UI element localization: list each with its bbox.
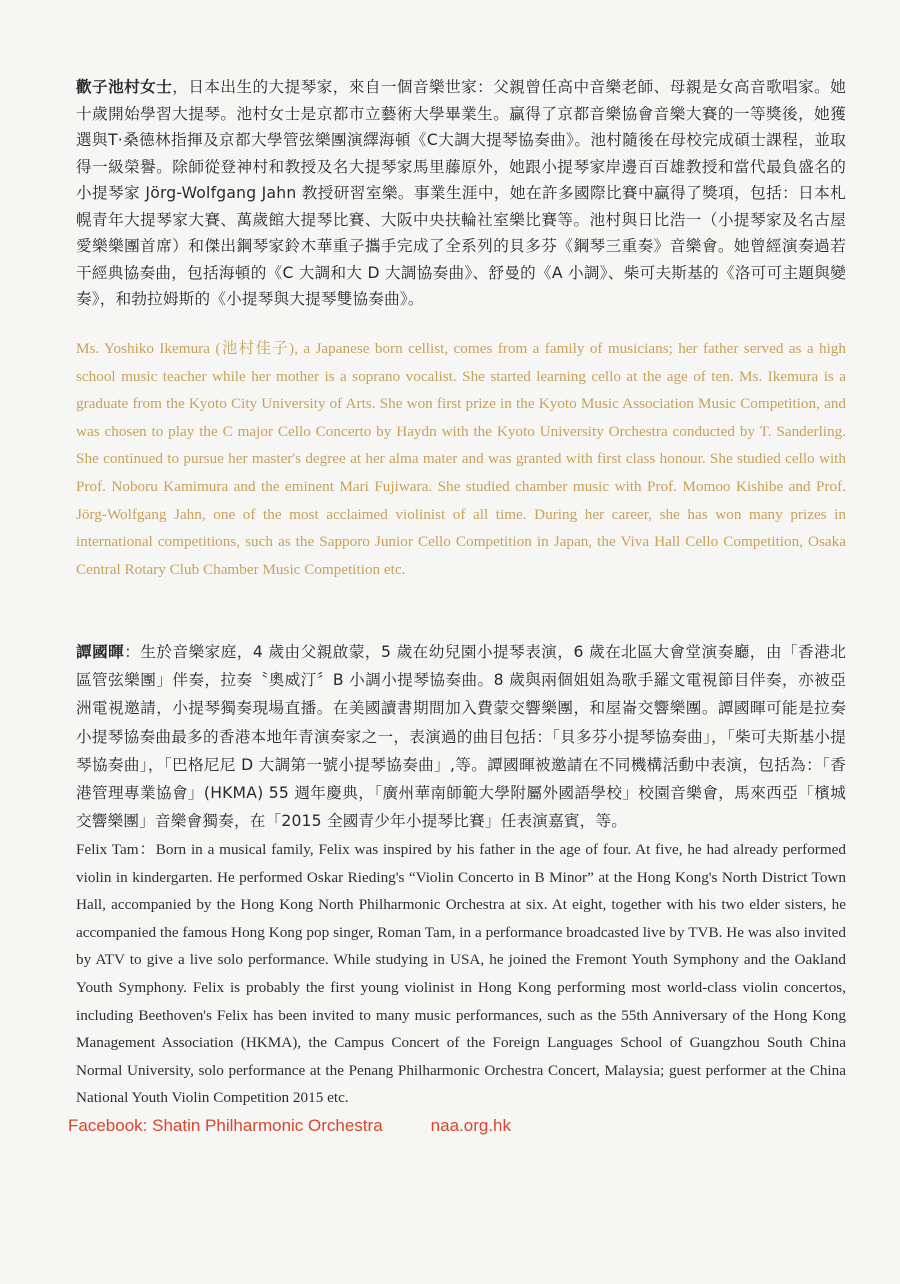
website-link[interactable]: naa.org.hk [430,1116,511,1135]
tam-bio-english: Felix Tam：Born in a musical family, Felix was inspired by his father in the age of four. At five, he had already performed violin in kindergarten. He performed Oskar Rieding's “Violin Concerto in B Minor” at the Hong Kong's North District Town Hall, accompanied by the Hong Kong North Philharmonic Orchestra at six. At eight, together with his two elder sisters, he accompanied the famous Hong Kong pop singer, Roman Tam, in a performance broadcasted live by TVB. He was also invited by ATV to give a live solo performance. While studying in USA, he joined the Fremont Youth Symphony and the Oakland Youth Symphony. Felix is probably the first young violinist in Hong Kong performing most world-class violin concertos, including Beethoven's Felix has been invited to many music performances, such as the 55th Anniversary of the Hong Kong Management Association (HKMA), the Campus Concert of the Foreign Languages School of Guangzhou South China Normal University, solo performance at the Penang Philharmonic Orchestra Concert, Malaysia; guest performer at the China National Youth Violin Competition 2015 etc. [76,841,846,1107]
ikemura-name-chinese: 歡子池村女士 [76,78,173,96]
footer [68,1116,511,1136]
ikemura-bio-chinese [76,74,846,313]
facebook-link[interactable]: Facebook: Shatin Philharmonic Orchestra [68,1116,383,1135]
tam-name-chinese: 譚國暉 [76,643,125,661]
tam-bio-chinese-text: ：生於音樂家庭，4 歲由父親啟蒙，5 歲在幼兒園小提琴表演，6 歲在北區大會堂演奏廳，由「香港北區管弦樂團」伴奏，拉奏〝奧威汀〞B 小調小提琴協奏曲。8 歲與兩個姐姐為歌手羅文電視節目伴奏，亦被亞洲電視邀請，小提琴獨奏現場直播。在美國讀書期間加入費蒙交響樂團，和屋崙交響樂團。譚國暉可能是拉奏小提琴協奏曲最多的香港本地年青演奏家之一，表演過的曲目包括：「貝多芬小提琴協奏曲」，「柴可夫斯基小提琴協奏曲」，「巴格尼尼 D 大調第一號小提琴協奏曲」,等。譚國暉被邀請在不同機構活動中表演，包括為：「香港管理專業協會」(HKMA) 55 週年慶典，「廣州華南師範大學附屬外國語學校」校園音樂會，馬來西亞「檳城交響樂團」音樂會獨奏，在「2015 全國青少年小提琴比賽」任表演嘉賓，等。 [76,643,846,831]
tam-bio-chinese [76,638,846,835]
ikemura-bio-english: Ms. Yoshiko Ikemura (池村佳子), a Japanese born cellist, comes from a family of musicians; her father served as a high school music teacher while her mother is a soprano vocalist. She started learning cello at the age of ten. Ms. Ikemura is a graduate from the Kyoto City University of Arts. She won first prize in the Kyoto Music Association Music Competition, and was chosen to play the C major Cello Concerto by Haydn with the Kyoto University Orchestra conducted by T. Sanderling. She continued to pursue her master's degree at her alma mater and was granted with first class honour. She studied cello with Prof. Noboru Kamimura and the eminent Mari Fujiwara. She studied chamber music with Prof. Momoo Kishibe and Prof. Jörg-Wolfgang Jahn, one of the most acclaimed violinist of all time. During her career, she has won many prizes in international competitions, such as the Sapporo Junior Cello Competition in Japan, the Viva Hall Cello Competition, Osaka Central Rotary Club Chamber Music Competition etc. [76,340,846,578]
ikemura-bio-chinese-text: ，日本出生的大提琴家，來自一個音樂世家：父親曾任高中音樂老師、母親是女高音歌唱家。她十歲開始學習大提琴。池村女士是京都市立藝術大學畢業生。贏得了京都音樂協會音樂大賽的一等獎後，她獲選與T·桑德林指揮及京都大學管弦樂團演繹海頓《C大調大提琴協奏曲》。池村隨後在母校完成碩士課程，並取得一級榮譽。除師從登神村和教授及名大提琴家馬里藤原外，她跟小提琴家岸邊百百雄教授和當代最負盛名的小提琴家 Jörg-Wolfgang Jahn 教授研習室樂。事業生涯中，她在許多國際比賽中贏得了獎項，包括：日本札幌青年大提琴家大賽、萬歲館大提琴比賽、大阪中央扶輪社室樂比賽等。池村與日比浩一（小提琴家及名古屋愛樂樂團首席）和傑出鋼琴家鈴木華重子攜手完成了全系列的貝多芬《鋼琴三重奏》音樂會。她曾經演奏過若干經典協奏曲，包括海頓的《C 大調和大 D 大調協奏曲》、舒曼的《A 小調》、柴可夫斯基的《洛可可主題與變奏》，和勃拉姆斯的《小提琴與大提琴雙協奏曲》。 [76,78,846,308]
